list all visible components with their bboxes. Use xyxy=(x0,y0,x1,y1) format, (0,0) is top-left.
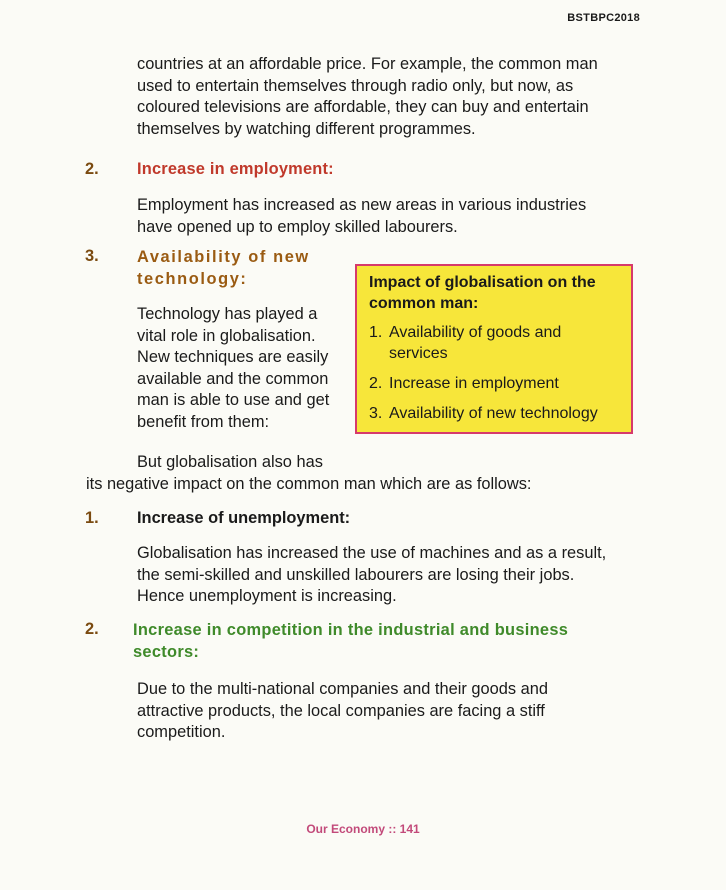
text-line: countries at an affordable price. For example, the common man xyxy=(137,55,598,73)
heading-increase-in-competition xyxy=(133,619,568,663)
box-list-item xyxy=(369,403,621,424)
unemployment-paragraph xyxy=(137,543,642,608)
text-line: competition. xyxy=(137,723,226,741)
text-line: Employment has increased as new areas in various industries xyxy=(137,196,587,214)
box-title-line: Impact of globalisation on the xyxy=(369,274,596,291)
transition-line-1: But globalisation also has xyxy=(137,453,323,471)
text-line: themselves by watching different programmes. xyxy=(137,119,476,138)
point-number: 2. xyxy=(85,160,99,178)
box-item-number: 2. xyxy=(369,375,383,392)
box-item-text-continued: services xyxy=(389,345,448,362)
heading-increase-in-employment: Increase in employment: xyxy=(137,160,334,178)
text-line: Technology has played a xyxy=(137,305,318,323)
employment-paragraph xyxy=(137,195,637,238)
box-item-text: Availability of goods and xyxy=(389,324,562,341)
box-item-text: Increase in employment xyxy=(389,375,559,392)
box-item-number: 1. xyxy=(369,324,383,341)
transition-line-2: its negative impact on the common man which are as follows: xyxy=(86,475,532,493)
point-number: 3. xyxy=(85,247,99,265)
text-line: the semi-skilled and unskilled labourers are losing their jobs. xyxy=(137,565,575,584)
box-title-line: common man: xyxy=(369,295,479,312)
text-line: attractive products, the local companies are facing a stiff xyxy=(137,701,545,720)
box-list-item xyxy=(369,322,621,364)
heading-availability-of-new-technology xyxy=(137,246,310,290)
box-item-number: 3. xyxy=(369,405,383,422)
text-line: Hence unemployment is increasing. xyxy=(137,587,397,605)
point-number: 2. xyxy=(85,620,99,638)
page-footer: Our Economy :: 141 xyxy=(306,822,420,836)
competition-paragraph xyxy=(137,679,642,744)
technology-paragraph xyxy=(137,304,352,433)
point-number: 1. xyxy=(85,509,99,527)
heading-line: Availability of new xyxy=(137,248,310,266)
text-line: Globalisation has increased the use of machines and as a result, xyxy=(137,544,607,562)
text-line: available and the common xyxy=(137,369,329,388)
box-item-text: Availability of new technology xyxy=(389,405,598,422)
heading-line: Increase in competition in the industrial and business xyxy=(133,621,569,639)
impact-summary-box xyxy=(355,264,633,434)
text-line: used to entertain themselves through radio only, but now, as xyxy=(137,76,574,95)
text-line: man is able to use and get xyxy=(137,391,330,409)
heading-line: technology: xyxy=(137,270,248,288)
heading-increase-of-unemployment: Increase of unemployment: xyxy=(137,509,351,527)
text-line: New techniques are easily xyxy=(137,348,329,366)
text-line: vital role in globalisation. xyxy=(137,326,316,345)
box-list-item xyxy=(369,373,621,394)
box-list xyxy=(369,322,621,424)
text-line: benefit from them: xyxy=(137,412,270,431)
intro-paragraph xyxy=(137,54,637,140)
text-line: coloured televisions are affordable, they can buy and entertain xyxy=(137,98,589,116)
text-line: Due to the multi-national companies and their goods and xyxy=(137,680,548,698)
box-title xyxy=(369,272,621,314)
heading-line: sectors: xyxy=(133,643,200,661)
book-code: BSTBPC2018 xyxy=(567,12,640,24)
text-line: have opened up to employ skilled labourers. xyxy=(137,217,458,236)
